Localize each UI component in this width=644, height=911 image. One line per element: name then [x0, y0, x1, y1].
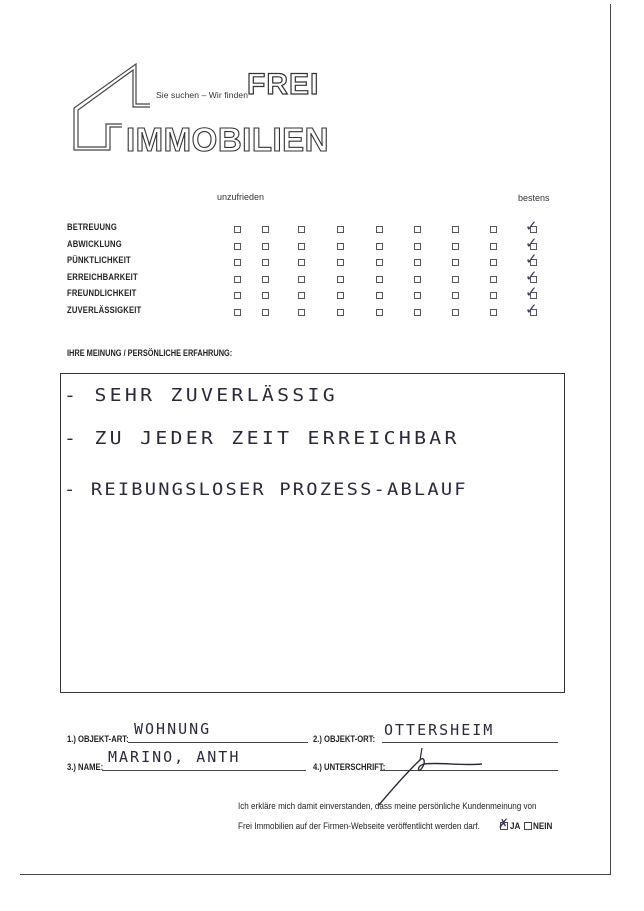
- logo-brand-top: FREI: [247, 68, 320, 101]
- object-type-label: 1.) OBJEKT-ART:: [67, 734, 129, 744]
- scale-low-label: unzufrieden: [217, 192, 265, 202]
- rating-checkbox[interactable]: [337, 292, 344, 299]
- logo-slogan: Sie suchen – Wir finden: [156, 90, 249, 100]
- handwritten-cross-icon: ✗: [498, 817, 509, 832]
- rating-checkbox[interactable]: [414, 243, 421, 250]
- consent-text-line-1: Ich erkläre mich damit einverstanden, dass meine persönliche Kundenmeinung von: [238, 801, 537, 811]
- name-line[interactable]: [102, 770, 306, 771]
- rating-checkbox[interactable]: [337, 259, 344, 266]
- rating-checkbox[interactable]: [376, 292, 383, 299]
- opinion-line-1: - SEHR ZUVERLÄSSIG: [64, 385, 338, 406]
- rating-checkbox[interactable]: [414, 276, 421, 283]
- rating-checkbox[interactable]: [298, 259, 305, 266]
- rating-checkbox[interactable]: [262, 243, 269, 250]
- object-type-value: WOHNUNG: [134, 720, 212, 738]
- rating-checkbox[interactable]: [414, 226, 421, 233]
- check-mark-icon: ✓: [525, 233, 538, 252]
- rating-checkbox[interactable]: [262, 309, 269, 316]
- rating-checkbox[interactable]: [262, 259, 269, 266]
- rating-checkbox[interactable]: [452, 309, 459, 316]
- check-mark-icon: ✓: [525, 250, 538, 268]
- opinion-textbox[interactable]: [60, 373, 565, 693]
- rating-row-label: ABWICKLUNG: [67, 238, 122, 249]
- rating-checkbox[interactable]: [298, 276, 305, 283]
- scale-high-label: bestens: [518, 193, 550, 203]
- rating-checkbox[interactable]: [234, 292, 241, 299]
- name-value: MARINO, ANTH: [108, 748, 241, 766]
- rating-checkbox[interactable]: [414, 292, 421, 299]
- rating-checkbox[interactable]: [490, 309, 497, 316]
- rating-checkbox[interactable]: [376, 243, 383, 250]
- rating-checkbox[interactable]: [234, 276, 241, 283]
- rating-checkbox[interactable]: [376, 226, 383, 233]
- rating-row-label: FREUNDLICHKEIT: [67, 288, 137, 298]
- rating-checkbox[interactable]: [262, 276, 269, 283]
- logo-brand-bottom: IMMOBILIEN: [126, 121, 329, 158]
- rating-checkbox[interactable]: [452, 276, 459, 283]
- object-location-value: OTTERSHEIM: [384, 721, 495, 739]
- opinion-line-3: - REIBUNGSLOSER PROZESS-ABLAUF: [64, 480, 468, 500]
- rating-checkbox[interactable]: [337, 309, 344, 316]
- rating-checkbox[interactable]: [298, 226, 305, 233]
- rating-checkbox[interactable]: [298, 243, 305, 250]
- rating-row-label: ZUVERLÄSSIGKEIT: [67, 304, 142, 315]
- rating-checkbox[interactable]: [414, 259, 421, 266]
- rating-checkbox[interactable]: [490, 259, 497, 266]
- object-type-line[interactable]: [128, 742, 308, 743]
- name-label: 3.) NAME:: [67, 762, 104, 772]
- rating-checkbox[interactable]: [234, 226, 241, 233]
- rating-checkbox[interactable]: [452, 259, 459, 266]
- rating-checkbox[interactable]: [490, 292, 497, 299]
- rating-row-label: PÜNKTLICHKEIT: [67, 255, 131, 265]
- rating-checkbox[interactable]: [490, 276, 497, 283]
- rating-checkbox[interactable]: [298, 292, 305, 299]
- rating-checkbox[interactable]: [490, 226, 497, 233]
- opinion-line-2: - ZU JEDER ZEIT ERREICHBAR: [64, 428, 460, 449]
- rating-checkbox[interactable]: [452, 243, 459, 250]
- rating-checkbox[interactable]: [376, 259, 383, 266]
- rating-checkbox[interactable]: [234, 243, 241, 250]
- rating-checkbox[interactable]: [337, 243, 344, 250]
- check-mark-icon: ✓: [525, 283, 538, 301]
- rating-checkbox[interactable]: [262, 292, 269, 299]
- consent-no-checkbox[interactable]: [524, 822, 532, 830]
- rating-checkbox[interactable]: [234, 259, 241, 266]
- rating-row-label: BETREUUNG: [67, 222, 117, 232]
- rating-checkbox[interactable]: [337, 276, 344, 283]
- check-mark-icon: ✓: [525, 217, 538, 235]
- rating-checkbox[interactable]: [262, 226, 269, 233]
- rating-checkbox[interactable]: [298, 309, 305, 316]
- rating-checkbox[interactable]: [490, 243, 497, 250]
- consent-text-line-2: Frei Immobilien auf der Firmen-Webseite veröffentlicht werden darf.: [238, 821, 480, 831]
- rating-checkbox[interactable]: [337, 226, 344, 233]
- rating-checkbox[interactable]: [376, 309, 383, 316]
- check-mark-icon: ✓: [525, 299, 538, 318]
- rating-checkbox[interactable]: [452, 226, 459, 233]
- rating-checkbox[interactable]: [414, 309, 421, 316]
- check-mark-icon: ✓: [525, 266, 538, 285]
- rating-row-label: ERREICHBARKEIT: [67, 271, 138, 282]
- rating-checkbox[interactable]: [452, 292, 459, 299]
- handwritten-signature-icon: [360, 740, 500, 810]
- consent-no-label: NEIN: [533, 821, 553, 831]
- signature-label: 4.) UNTERSCHRIFT:: [313, 762, 386, 772]
- consent-yes-label: JA: [510, 821, 521, 831]
- opinion-title: IHRE MEINUNG / PERSÖNLICHE ERFAHRUNG:: [67, 348, 233, 358]
- rating-checkbox[interactable]: [376, 276, 383, 283]
- rating-checkbox[interactable]: [234, 309, 241, 316]
- object-location-label: 2.) OBJEKT-ORT:: [313, 734, 376, 744]
